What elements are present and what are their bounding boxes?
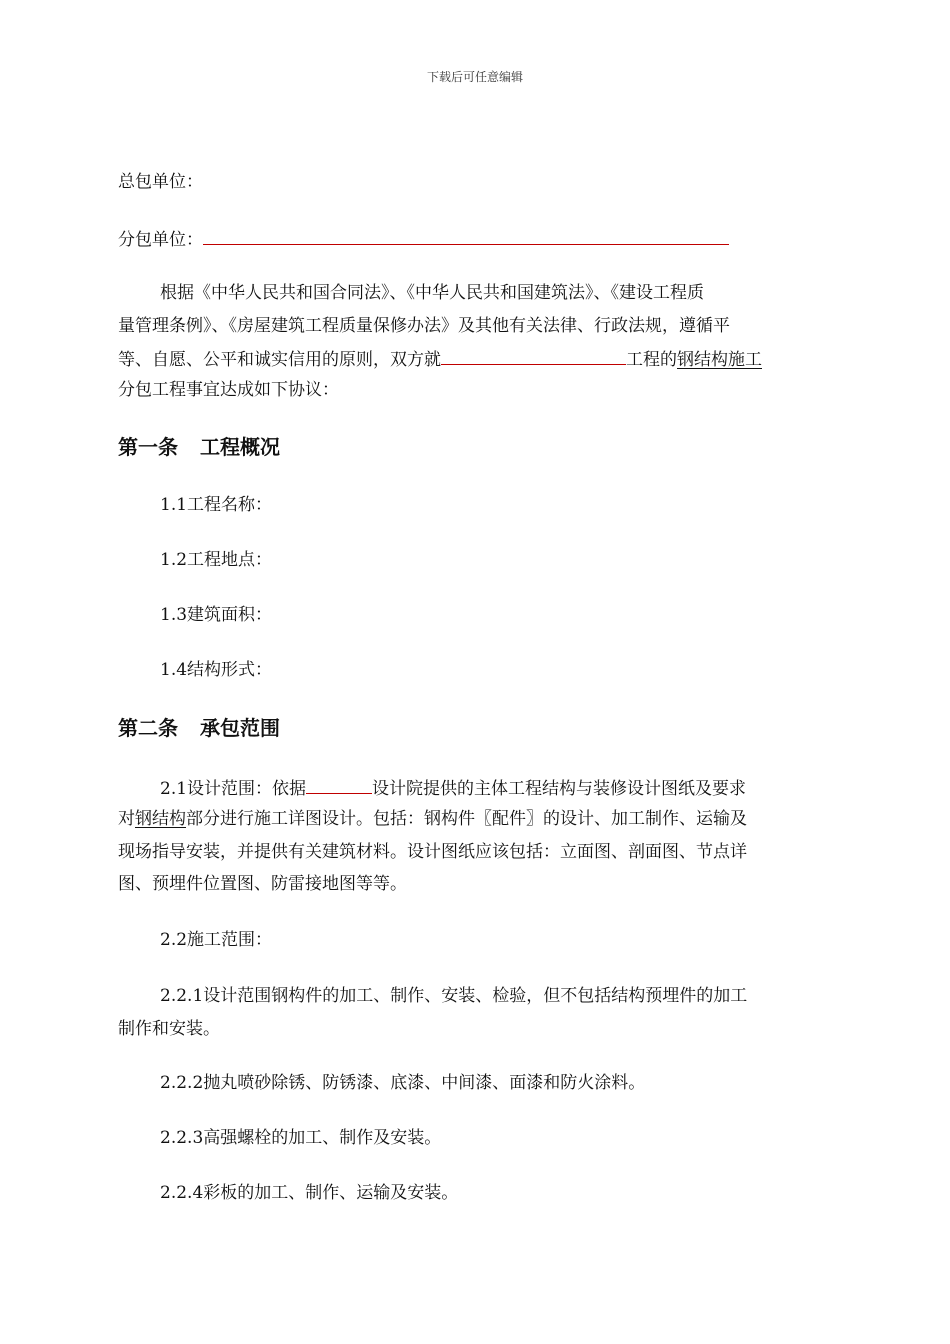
article-1-heading — [118, 436, 280, 458]
section-2-1-line-1 — [160, 776, 746, 799]
article-1-title: 工程概况 — [200, 435, 280, 459]
preamble-line-3 — [118, 347, 762, 370]
project-name-blank[interactable] — [441, 347, 626, 365]
section-2-2-4: 2.2.4彩板的加工、制作、运输及安装。 — [160, 1183, 459, 1203]
section-2-1-text-after: 设计院提供的主体工程结构与装修设计图纸及要求 — [372, 779, 747, 799]
article-2-heading — [118, 717, 280, 739]
article-2-number: 第二条 — [118, 716, 178, 740]
section-2-2: 2.2施工范围： — [160, 930, 273, 950]
preamble-line-1: 根据《中华人民共和国合同法》、《中华人民共和国建筑法》、《建设工程质 — [160, 283, 704, 303]
article-1-number: 第一条 — [118, 435, 178, 459]
preamble-line-3-text: 等、自愿、公平和诚实信用的原则，双方就 — [118, 350, 441, 370]
subcontractor-line — [118, 227, 729, 250]
section-2-1-text: 2.1设计范围：依据 — [160, 779, 307, 799]
design-institute-blank[interactable] — [306, 776, 372, 794]
general-contractor-label: 总包单位： — [118, 172, 203, 192]
section-2-1-line-2 — [118, 809, 747, 829]
section-2-2-1-line-1: 2.2.1设计范围钢构件的加工、制作、安装、检验，但不包括结构预埋件的加工 — [160, 986, 748, 1006]
item-1-1: 1.1工程名称： — [160, 495, 273, 515]
section-2-2-1-line-2: 制作和安装。 — [118, 1019, 220, 1039]
steel-structure-link-2[interactable]: 钢结构 — [135, 809, 186, 829]
preamble-line-3-mid: 工程的 — [626, 350, 677, 370]
subcontractor-blank[interactable] — [203, 227, 729, 245]
section-2-2-2: 2.2.2抛丸喷砂除锈、防锈漆、底漆、中间漆、面漆和防火涂料。 — [160, 1073, 646, 1093]
section-2-1-line-2-after: 部分进行施工详图设计。包括：钢构件〖配件〗的设计、加工制作、运输及 — [186, 809, 747, 829]
page-header: 下载后可任意编辑 — [426, 70, 523, 84]
item-1-2: 1.2工程地点： — [160, 550, 273, 570]
preamble-line-4: 分包工程事宜达成如下协议： — [118, 380, 339, 400]
preamble-line-2: 量管理条例》、《房屋建筑工程质量保修办法》及其他有关法律、行政法规，遵循平 — [118, 316, 730, 336]
section-2-1-line-3: 现场指导安装，并提供有关建筑材料。设计图纸应该包括：立面图、剖面图、节点详 — [118, 842, 747, 862]
steel-structure-link[interactable]: 钢结构施工 — [677, 350, 762, 370]
item-1-4: 1.4结构形式： — [160, 660, 273, 680]
item-1-3: 1.3建筑面积： — [160, 605, 273, 625]
section-2-1-line-4: 图、预埋件位置图、防雷接地图等等。 — [118, 874, 407, 894]
article-2-title: 承包范围 — [200, 716, 280, 740]
subcontractor-label: 分包单位： — [118, 230, 203, 250]
section-2-1-line-2-before: 对 — [118, 809, 135, 829]
section-2-2-3: 2.2.3高强螺栓的加工、制作及安装。 — [160, 1128, 442, 1148]
